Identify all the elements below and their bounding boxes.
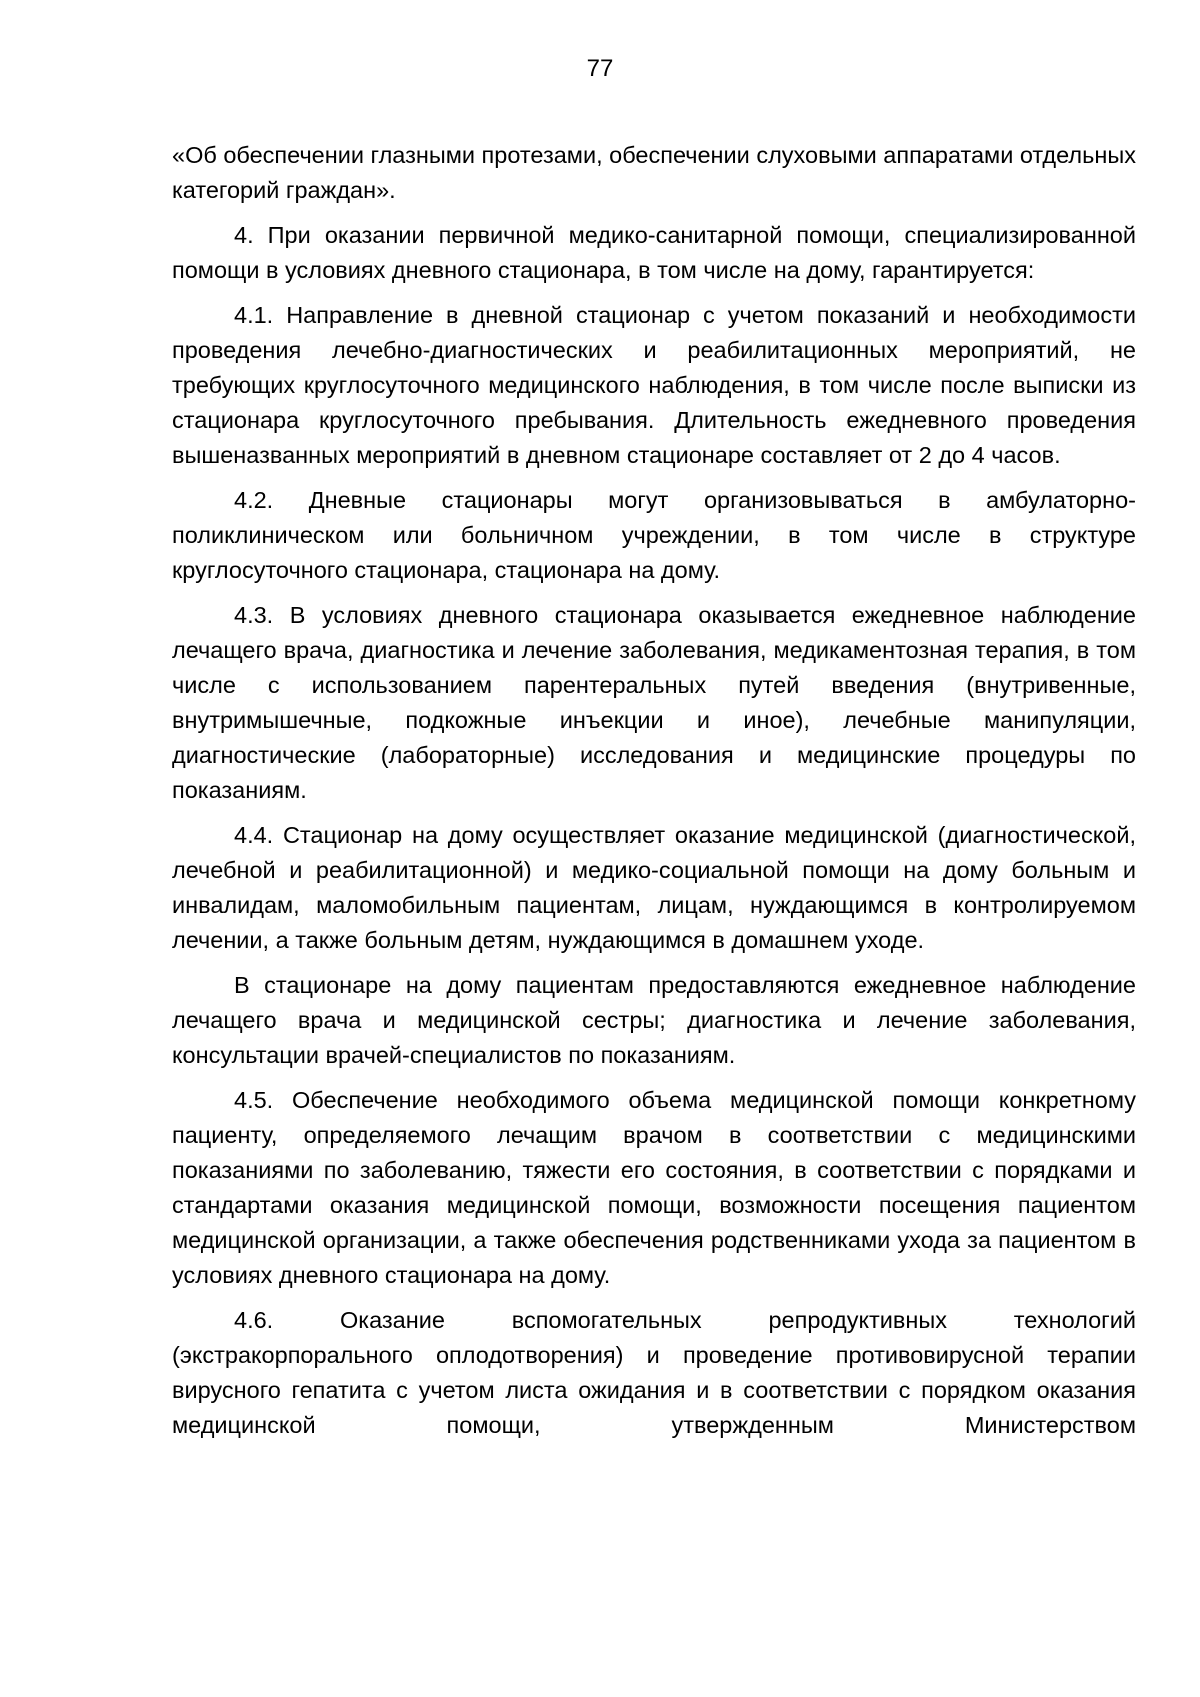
paragraph-4-1: 4.1. Направление в дневной стационар с учетом показаний и необходимости проведения лечебно-диагностических и реабилитационных мероприятий, не требующих круглосуточного медицинского наблюдения, в том числе после выписки из стационара круглосуточного пребывания. Длительность ежедневного проведения вышеназванных мероприятий в дневном стационаре составляет от 2 до 4 часов. xyxy=(172,302,1136,468)
paragraph-4-6: 4.6. Оказание вспомогательных репродуктивных технологий (экстракорпорального оплодотворения) и проведение противовирусной терапии вирусного гепатита с учетом листа ожидания и в соответствии с порядком оказания медицинской помощи, утвержденным Министерством xyxy=(172,1307,1136,1438)
paragraph-4: 4. При оказании первичной медико-санитарной помощи, специализированной помощи в условиях дневного стационара, в том числе на дому, гарантируется: xyxy=(172,222,1136,283)
paragraph-4-2: 4.2. Дневные стационары могут организовываться в амбулаторно-поликлиническом или больничном учреждении, в том числе в структуре круглосуточного стационара, стационара на дому. xyxy=(172,487,1136,583)
page-number: 77 xyxy=(586,55,614,82)
paragraph-continuation: «Об обеспечении глазными протезами, обеспечении слуховыми аппаратами отдельных категорий граждан». xyxy=(172,142,1136,203)
paragraph-home-hospital: В стационаре на дому пациентам предоставляются ежедневное наблюдение лечащего врача и медицинской сестры; диагностика и лечение заболевания, консультации врачей-специалистов по показаниям. xyxy=(172,972,1136,1068)
paragraph-4-4: 4.4. Стационар на дому осуществляет оказание медицинской (диагностической, лечебной и реабилитационной) и медико-социальной помощи на дому больным и инвалидам, маломобильным пациентам, лицам, нуждающимся в контролируемом лечении, а также больным детям, нуждающимся в домашнем уходе. xyxy=(172,822,1136,953)
paragraph-4-3: 4.3. В условиях дневного стационара оказывается ежедневное наблюдение лечащего врача, диагностика и лечение заболевания, медикаментозная терапия, в том числе с использованием парентеральных путей введения (внутривенные, внутримышечные, подкожные инъекции и иное), лечебные манипуляции, диагностические (лабораторные) исследования и медицинские процедуры по показаниям. xyxy=(172,602,1136,803)
document-body xyxy=(172,138,1136,1443)
paragraph-4-5: 4.5. Обеспечение необходимого объема медицинской помощи конкретному пациенту, определяемого лечащим врачом в соответствии с медицинскими показаниями по заболеванию, тяжести его состояния, в соответствии с порядками и стандартами оказания медицинской помощи, возможности посещения пациентом медицинской организации, а также обеспечения родственниками ухода за пациентом в условиях дневного стационара на дому. xyxy=(172,1087,1136,1288)
